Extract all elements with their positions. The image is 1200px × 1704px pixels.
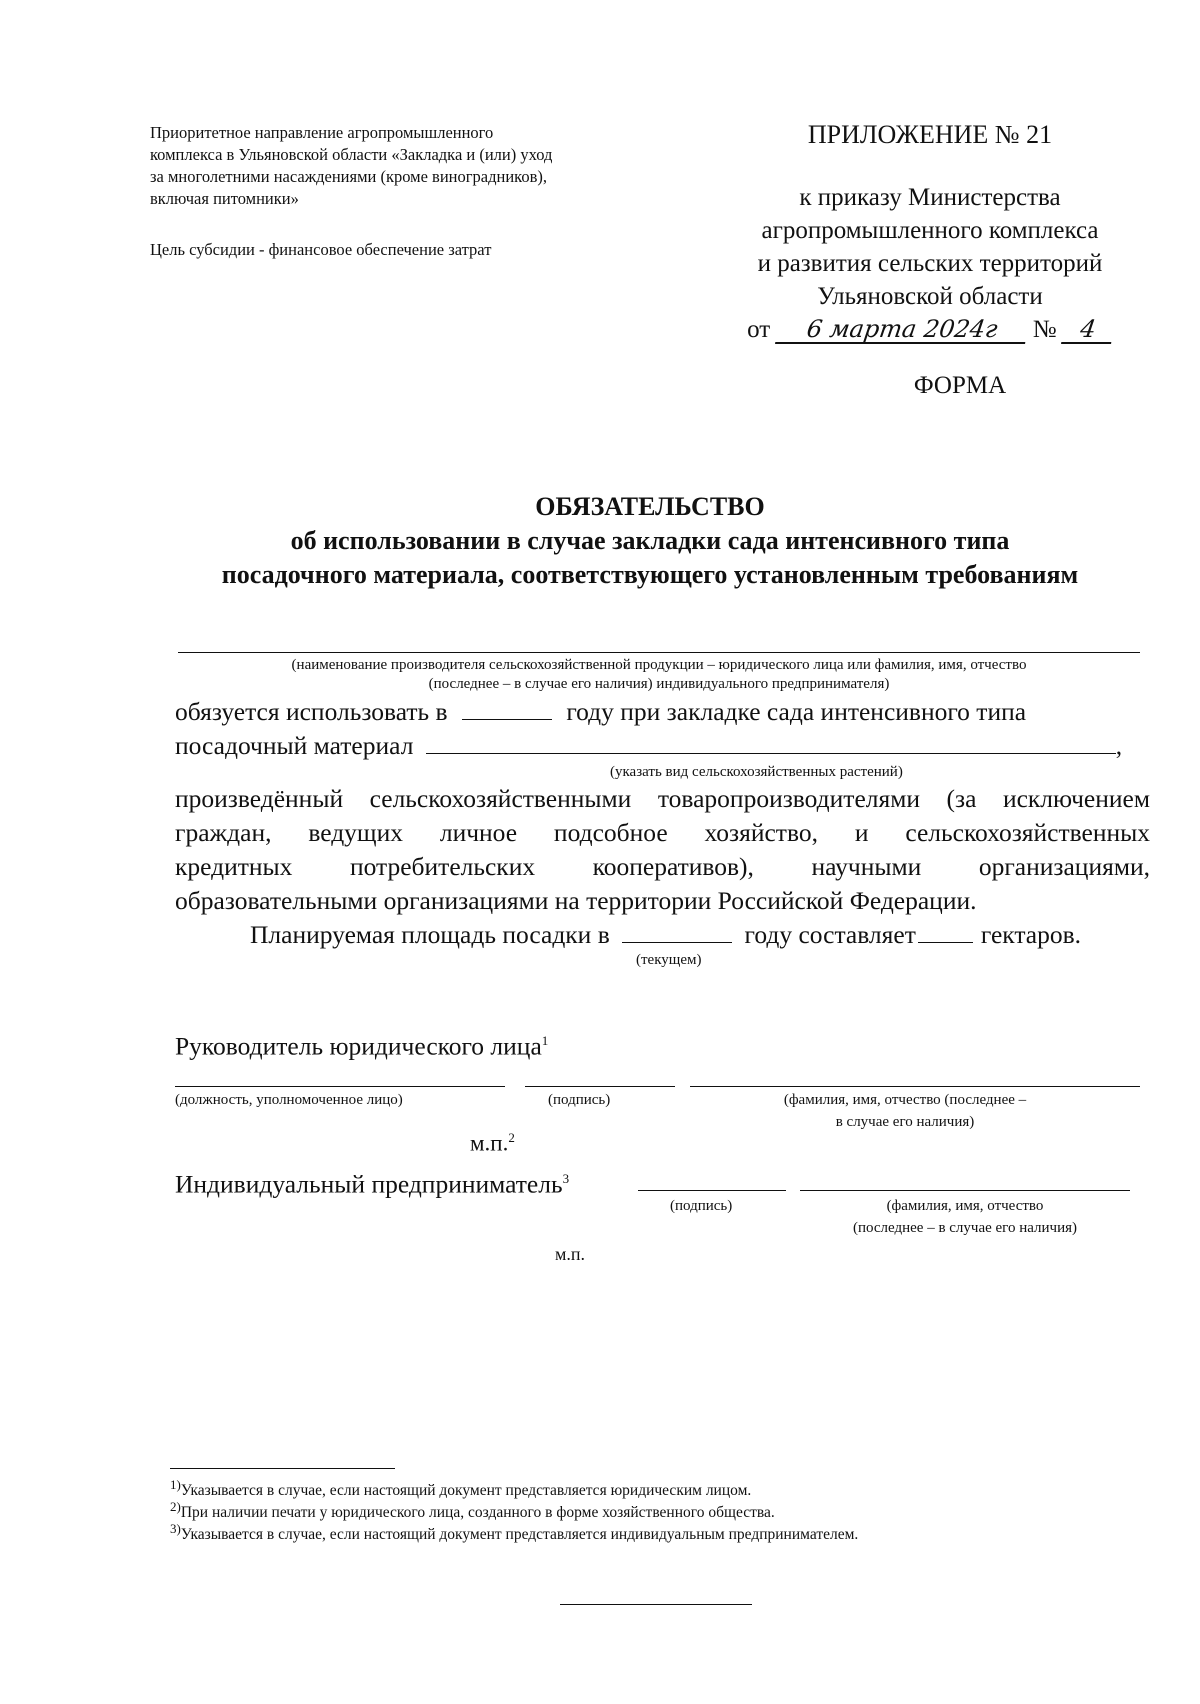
appendix-line: агропромышленного комплекса — [761, 217, 1099, 244]
stamp-place-1 — [470, 1130, 515, 1157]
producer-hint: (последнее – в случае его наличия) индивидуального предпринимателя) — [428, 676, 890, 692]
para-line: граждан, ведущих личное подсобное хозяйство, и сельскохозяйственных — [175, 818, 1150, 847]
ip-fio-hint: (фамилия, имя, отчество — [886, 1198, 1044, 1214]
obligation-text: году при закладке сада интенсивного типа — [566, 697, 1027, 726]
footnote-text: При наличии печати у юридического лица, созданного в форме хозяйственного общества. — [180, 1504, 775, 1522]
number-label: № — [1032, 316, 1057, 343]
para-line: образовательными организациями на территории Российской Федерации. — [175, 886, 977, 915]
order-date-number — [720, 313, 1140, 346]
ip-label-text: Индивидуальный предприниматель — [175, 1169, 563, 1199]
ip-signature-line[interactable] — [638, 1190, 786, 1191]
ip-fio-line[interactable] — [800, 1190, 1130, 1191]
ip-fio-hint: (последнее – в случае его наличия) — [852, 1220, 1078, 1236]
header-direction — [150, 122, 552, 210]
fio-line[interactable] — [690, 1086, 1140, 1087]
handwritten-number: 4 — [1061, 316, 1115, 344]
area-text: Планируемая площадь посадки в — [250, 920, 610, 949]
footnote-separator — [170, 1468, 395, 1469]
para-line: кредитных потребительских кооперативов), научными организациями, — [175, 852, 1150, 881]
obligation-line-2 — [175, 729, 1122, 763]
title-line: посадочного материала, соответствующего установленным требованиям — [221, 560, 1079, 589]
position-hint: (должность, уполномоченное лицо) — [175, 1092, 403, 1108]
head-label — [175, 1024, 548, 1064]
para-line: произведённый сельскохозяйственными товаропроизводителями (за исключением — [175, 784, 1150, 813]
title-line: об использовании в случае закладки сада интенсивного типа — [290, 526, 1010, 555]
year-blank[interactable] — [462, 699, 552, 720]
obligation-text: обязуется использовать в — [175, 697, 448, 726]
fio-hint: в случае его наличия) — [835, 1114, 975, 1130]
ip-label — [175, 1162, 569, 1202]
stamp-place-2: м.п. — [555, 1244, 586, 1264]
area-text: году составляет — [744, 920, 916, 949]
crop-blank[interactable] — [426, 733, 1116, 754]
footnote-text: Указывается в случае, если настоящий документ представляется юридическим лицом. — [180, 1482, 752, 1500]
footnote-ref: 2 — [508, 1130, 515, 1145]
hectares-blank[interactable] — [918, 922, 973, 943]
current-year-blank[interactable] — [622, 922, 732, 943]
footnote — [170, 1518, 858, 1546]
area-text: гектаров. — [980, 920, 1082, 949]
appendix-line: к приказу Министерства — [799, 184, 1061, 211]
end-rule — [560, 1604, 752, 1605]
crop-hint: (указать вид сельскохозяйственных растений) — [610, 764, 903, 780]
header-line: комплекса в Ульяновской области «Закладка и (или) уход — [150, 145, 553, 164]
footnote-text: Указывается в случае, если настоящий документ представляется индивидуальным предпринимателем. — [180, 1526, 859, 1544]
stamp-place-text: м.п. — [470, 1130, 509, 1156]
appendix-block — [720, 118, 1140, 346]
ip-signature-hint: (подпись) — [670, 1198, 733, 1214]
comma: , — [1115, 731, 1123, 760]
footnote-ref: 1 — [541, 1033, 549, 1048]
producer-hint: (наименование производителя сельскохозяйственной продукции – юридического лица или фамилия, имя, отчество — [291, 657, 1027, 673]
footnote-mark: 2) — [170, 1499, 181, 1514]
signature-line[interactable] — [525, 1086, 675, 1087]
obligation-line-1 — [175, 695, 1150, 729]
appendix-line: и развития сельских территорий — [757, 250, 1103, 277]
header-line: за многолетними насаждениями (кроме виноградников), — [150, 167, 547, 186]
header-line: включая питомники» — [150, 189, 299, 208]
header-line: Приоритетное направление агропромышленного — [150, 123, 494, 142]
footnote-mark: 3) — [170, 1521, 181, 1536]
head-label-text: Руководитель юридического лица — [175, 1031, 542, 1061]
footnote-ref: 3 — [562, 1171, 570, 1186]
signature-hint: (подпись) — [548, 1092, 611, 1108]
subsidy-goal: Цель субсидии - финансовое обеспечение затрат — [150, 240, 492, 259]
title-main: ОБЯЗАТЕЛЬСТВО — [535, 492, 765, 521]
fio-hint: (фамилия, имя, отчество (последнее – — [783, 1092, 1027, 1108]
from-label: от — [747, 316, 771, 343]
position-line[interactable] — [175, 1086, 505, 1087]
form-label: ФОРМА — [913, 372, 1007, 399]
area-line — [250, 918, 1081, 952]
current-hint: (текущем) — [636, 952, 702, 968]
producer-name-line[interactable] — [178, 652, 1140, 653]
appendix-line: Ульяновской области — [817, 283, 1043, 310]
footnote-mark: 1) — [170, 1477, 181, 1492]
material-label: посадочный материал — [175, 731, 414, 760]
document-title — [150, 490, 1150, 592]
appendix-title: ПРИЛОЖЕНИЕ № 21 — [807, 120, 1053, 149]
handwritten-date: 6 марта 2024г — [775, 316, 1029, 344]
